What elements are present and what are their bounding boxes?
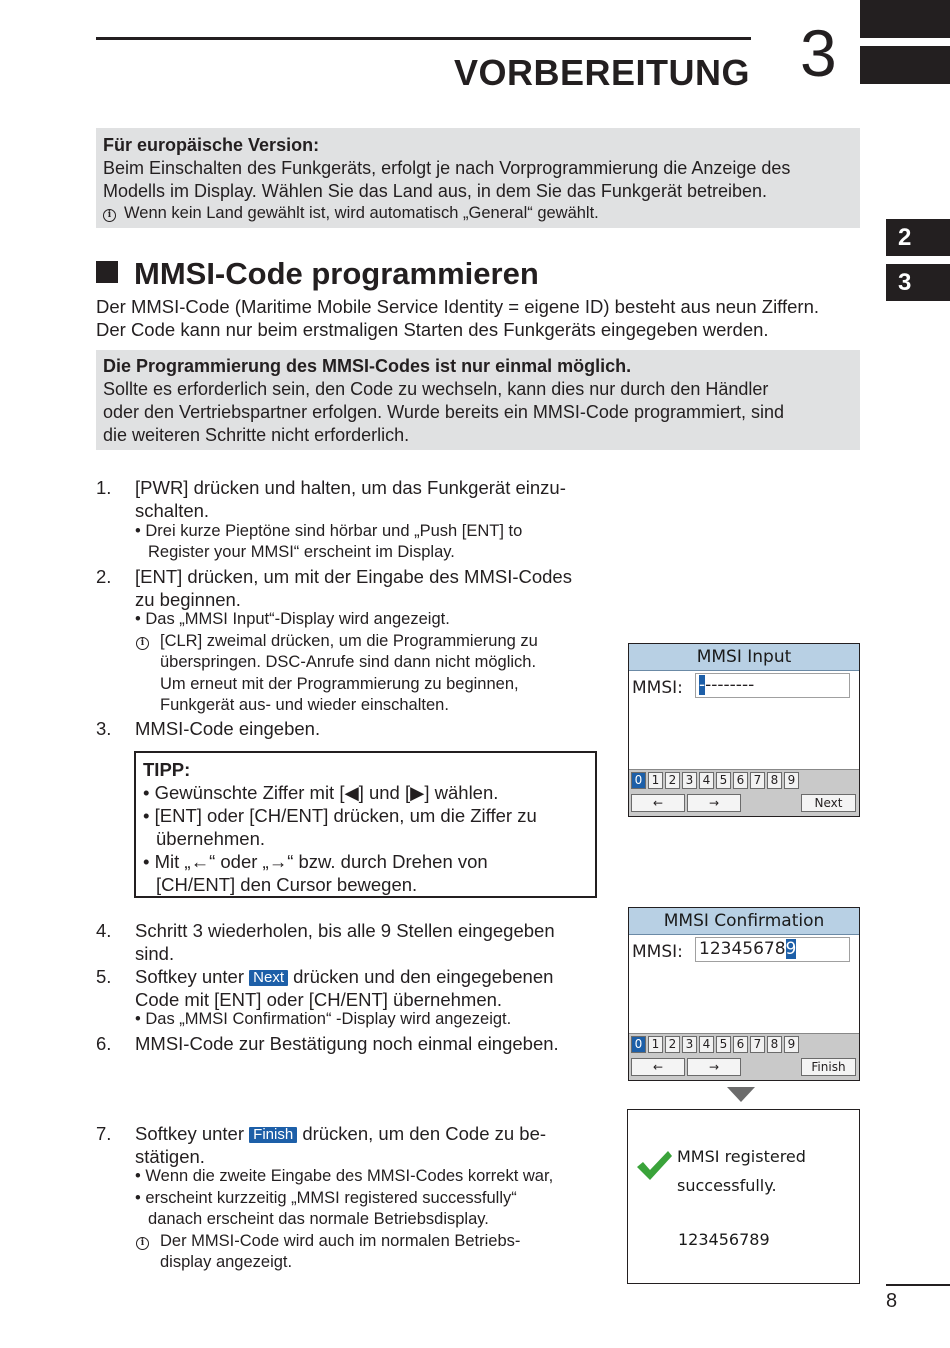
digit-key[interactable]: 8 [767, 772, 782, 789]
digit-key[interactable]: 4 [699, 772, 714, 789]
tip-bullet: • Gewünschte Ziffer mit [◀] und [▶] wählen. [143, 782, 499, 803]
mmsi-placeholder: -------- [705, 675, 755, 695]
digit-key[interactable]: 3 [682, 1036, 697, 1053]
chapter-number: 3 [800, 16, 837, 90]
corner-block-bottom [860, 46, 950, 84]
footer-rule [886, 1284, 950, 1286]
step-bullet: Register your MMSI“ erscheint im Display. [148, 543, 455, 561]
input-cursor: - [699, 675, 706, 695]
eu-box-heading: Für europäische Version: [103, 135, 320, 155]
digit-key[interactable]: 1 [648, 772, 663, 789]
step-bullet: • Das „MMSI Confirmation“ -Display wird angezeigt. [135, 1010, 512, 1028]
step-note: überspringen. DSC-Anrufe sind dann nicht möglich. [160, 653, 537, 671]
step-text: drücken, um den Code zu be- [302, 1123, 547, 1144]
digit-key[interactable]: 6 [733, 1036, 748, 1053]
digit-key[interactable]: 2 [665, 1036, 680, 1053]
step-note: Funkgerät aus- und wieder einschalten. [160, 696, 449, 714]
step-bullet: • Wenn die zweite Eingabe des MMSI-Codes korrekt war, [135, 1167, 554, 1185]
digit-key[interactable]: 0 [631, 772, 646, 789]
step-bullet: • erscheint kurzzeitig „MMSI registered successfully“ [135, 1189, 517, 1207]
step-number: 5. [96, 966, 112, 987]
step-number: 6. [96, 1033, 112, 1054]
eu-box-line: Beim Einschalten des Funkgeräts, erfolgt je nach Vorprogrammierung die Anzeige des [103, 158, 791, 178]
digit-key[interactable]: 1 [648, 1036, 663, 1053]
mmsi-confirm-field[interactable] [695, 937, 850, 962]
input-cursor: 9 [785, 939, 797, 959]
step-number: 3. [96, 718, 112, 739]
screen-title: MMSI Input [629, 644, 859, 671]
digit-key[interactable]: 6 [733, 772, 748, 789]
step-text: Schritt 3 wiederholen, bis alle 9 Stellen eingegeben [135, 920, 555, 941]
mmsi-input-screen [628, 643, 860, 817]
softkey-area [629, 1033, 859, 1080]
step-text: MMSI-Code eingeben. [135, 718, 321, 739]
digit-key[interactable]: 5 [716, 1036, 731, 1053]
side-tab-2[interactable]: 2 [886, 219, 950, 256]
digit-key[interactable]: 0 [631, 1036, 646, 1053]
step-text: stätigen. [135, 1146, 205, 1167]
header-rule [96, 37, 751, 40]
digit-key[interactable]: 9 [784, 1036, 799, 1053]
right-arrow-softkey[interactable]: → [687, 794, 741, 812]
screen-title: MMSI Confirmation [629, 908, 859, 935]
digit-row [631, 772, 799, 789]
step-bullet: • Drei kurze Pieptöne sind hörbar und „Push [ENT] to [135, 522, 523, 540]
step-number: 1. [96, 477, 112, 498]
tip-bullet: • [ENT] oder [CH/ENT] drücken, um die Ziffer zu [143, 805, 537, 826]
next-softkey-label: Next [249, 970, 288, 986]
digit-key[interactable]: 2 [665, 772, 680, 789]
step-number: 7. [96, 1123, 112, 1144]
step-text: [PWR] drücken und halten, um das Funkgerät einzu- [135, 477, 566, 498]
mmsi-value: 12345678 [699, 939, 786, 959]
step-note: Um erneut mit der Programmierung zu beginnen, [160, 675, 519, 693]
mmsi-confirmation-screen [628, 907, 860, 1081]
step-text: MMSI-Code zur Bestätigung noch einmal eingeben. [135, 1033, 559, 1054]
warning-line: Sollte es erforderlich sein, den Code zu wechseln, kann dies nur durch den Händler [103, 379, 769, 399]
digit-key[interactable]: 5 [716, 772, 731, 789]
digit-key[interactable]: 3 [682, 772, 697, 789]
intro-line: Der MMSI-Code (Maritime Mobile Service Identity = eigene ID) besteht aus neun Ziffern. [96, 296, 820, 317]
tip-bullet: • Mit „←“ oder „→“ bzw. durch Drehen von [143, 851, 488, 872]
section-title: MMSI-Code programmieren [134, 256, 539, 291]
digit-key[interactable]: 9 [784, 772, 799, 789]
warning-line: oder den Vertriebspartner erfolgen. Wurde bereits ein MMSI-Code programmiert, sind [103, 402, 784, 422]
step-text: Softkey unter [135, 1123, 245, 1144]
square-bullet-icon [96, 261, 118, 283]
mmsi-input-field[interactable] [695, 673, 850, 698]
tip-box [134, 751, 597, 898]
registered-mmsi-code: 123456789 [678, 1230, 770, 1249]
tip-bullet-cont: übernehmen. [156, 828, 266, 849]
warning-line: die weiteren Schritte nicht erforderlich. [103, 425, 410, 445]
step-text: Code mit [ENT] oder [CH/ENT] übernehmen. [135, 989, 503, 1010]
step-note: Der MMSI-Code wird auch im normalen Betriebs- [160, 1232, 521, 1250]
step-text: sind. [135, 943, 175, 964]
mmsi-registered-screen [627, 1109, 860, 1284]
finish-softkey-label: Finish [249, 1127, 297, 1143]
tip-heading: TIPP: [143, 759, 191, 780]
step-text: schalten. [135, 500, 210, 521]
section-heading [96, 256, 539, 292]
step-text: drücken und den eingegebenen [293, 966, 554, 987]
softkey-area [629, 769, 859, 816]
chapter-title: VORBEREITUNG [453, 52, 750, 93]
registered-message: successfully. [677, 1176, 777, 1195]
step-bullet: • Das „MMSI Input“-Display wird angezeigt. [135, 610, 450, 628]
mmsi-label: MMSI: [632, 678, 683, 698]
registered-message: MMSI registered [677, 1147, 806, 1166]
eu-box-line: Modells im Display. Wählen Sie das Land aus, in dem Sie das Funkgerät betreiben. [103, 181, 768, 201]
digit-key[interactable]: 4 [699, 1036, 714, 1053]
down-arrow-icon [727, 1087, 755, 1102]
corner-block-top [860, 0, 950, 38]
left-arrow-softkey[interactable]: ← [631, 794, 685, 812]
step-text: [ENT] drücken, um mit der Eingabe des MMSI-Codes [135, 566, 572, 587]
digit-row [631, 1036, 799, 1053]
left-arrow-softkey[interactable]: ← [631, 1058, 685, 1076]
next-softkey[interactable]: Next [801, 794, 856, 812]
step-bullet: danach erscheint das normale Betriebsdisplay. [148, 1210, 489, 1228]
digit-key[interactable]: 7 [750, 1036, 765, 1053]
side-tab-3[interactable]: 3 [886, 264, 950, 301]
mmsi-label: MMSI: [632, 942, 683, 962]
digit-key[interactable]: 8 [767, 1036, 782, 1053]
eu-box-note: Wenn kein Land gewählt ist, wird automatisch „General“ gewählt. [124, 204, 599, 222]
info-icon: i [136, 637, 149, 650]
warning-heading: Die Programmierung des MMSI-Codes ist nur einmal möglich. [103, 356, 632, 376]
step-text: zu beginnen. [135, 589, 241, 610]
info-icon: i [103, 209, 116, 222]
intro-line: Der Code kann nur beim erstmaligen Starten des Funkgeräts eingegeben werden. [96, 319, 769, 340]
finish-softkey[interactable]: Finish [801, 1058, 856, 1076]
step-note: [CLR] zweimal drücken, um die Programmierung zu [160, 632, 538, 650]
step-number: 4. [96, 920, 112, 941]
right-arrow-softkey[interactable]: → [687, 1058, 741, 1076]
digit-key[interactable]: 7 [750, 772, 765, 789]
tip-bullet-cont: [CH/ENT] den Cursor bewegen. [156, 874, 418, 895]
section-intro [96, 295, 866, 341]
step-note: display angezeigt. [160, 1253, 293, 1271]
warning-box [96, 350, 860, 450]
checkmark-icon [634, 1148, 674, 1184]
step-text: Softkey unter [135, 966, 245, 987]
eu-version-box [96, 128, 860, 228]
page-number: 8 [886, 1290, 898, 1312]
info-icon: i [136, 1237, 149, 1250]
step-number: 2. [96, 566, 112, 587]
